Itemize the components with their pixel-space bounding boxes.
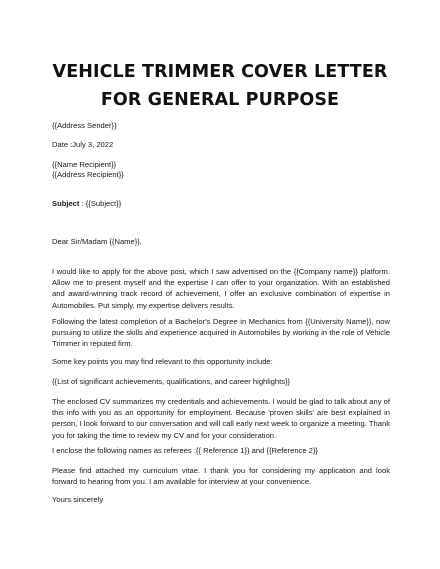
subject-line: [52, 198, 121, 209]
paragraph-education: Following the latest completion of a Bachelor's Degree in Mechanics from {{University Name}}, now pursuing to utilize the skills and experience acquired in Automobiles by working in the role of Vehicle Trimmer in reputed firm.: [52, 317, 390, 349]
letter-date: Date :July 3, 2022: [52, 140, 114, 149]
paragraph-achievements: {{List of significant achievements, qualifications, and career highlights}}: [52, 377, 291, 386]
paragraph-cv: The enclosed CV summarizes my credentials and achievements. I would be glad to talk about any of this info with you as an opportunity for employment. Because 'proven skills' are best explained in person, I look forward to our conversation and will call early next week to organize a meeting. Thank you for taking the time to review my CV and for your consideration.: [52, 397, 390, 440]
paragraph-referees: I enclose the following names as referees :{{ Reference 1}} and {{Reference 2}}: [52, 446, 318, 455]
address-sender: {{Address Sender}}: [52, 121, 117, 130]
paragraph-intro: I would like to apply for the above post, which I saw advertised on the {{Company name}} platform. Allow me to present myself and the expertise I can offer to your organization. With an established and award-winning track record of achievement, I offer an exclusive combination of expertise in Automobiles. Put simply, my expertise delivers results.: [52, 267, 390, 310]
subject-label: Subject: [52, 199, 80, 208]
document-title: VEHICLE TRIMMER COVER LETTER FOR GENERAL PURPOSE: [52, 62, 388, 110]
paragraph-key-points: Some key points you may find relevant to this opportunity include:: [52, 357, 273, 366]
address-recipient: {{Address Recipient}}: [52, 170, 124, 179]
paragraph-closing: Please find attached my curriculum vitae. I thank you for considering my application and look forward to hearing from you. I am available for interview at your convenience.: [52, 466, 390, 487]
subject-value: : {{Subject}}: [79, 199, 122, 208]
salutation: Dear Sir/Madam {{Name}},: [52, 237, 142, 246]
closing: Yours sincerely: [52, 495, 104, 504]
name-recipient: {{Name Recipient}}: [52, 160, 117, 169]
